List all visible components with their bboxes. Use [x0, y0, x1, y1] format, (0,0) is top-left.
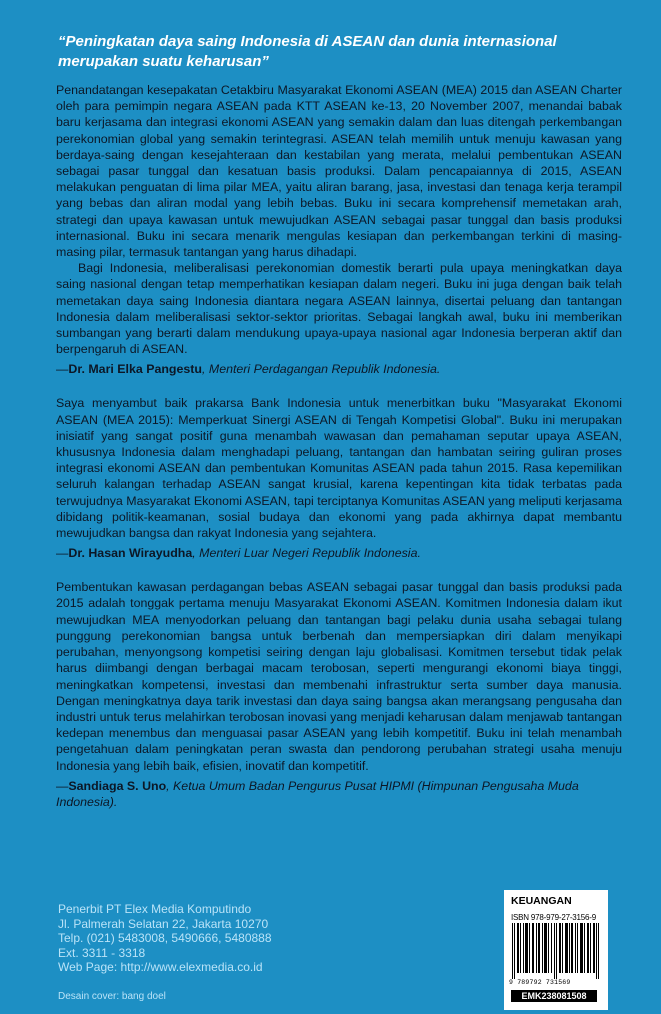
attribution-2 — [56, 545, 622, 561]
attribution-2-dash: — — [56, 546, 69, 561]
attribution-1-title: , Menteri Perdagangan Republik Indonesia. — [201, 362, 441, 377]
paragraph-4: Pembentukan kawasan perdagangan bebas ASEAN sebagai pasar tunggal dan basis produksi pada 2015 adalah tonggak pertama menuju Masyarakat Ekonomi ASEAN. Komitmen Indonesia dalam ikut mewujudkan MEA menyodorkan peluang dan tantangan bagi pelaku dunia usaha sebagai tulang punggung perekonomian bangsa untuk berbenah dan mempersiapkan diri dalam menyikapi perubahan, menyongsong kompetisi seiring dengan laju globalisasi. Komitmen tersebut tidak pelak harus diimbangi dengan berbagai macam terobosan, seperti mengurangi ekonomi biaya tinggi, meningkatkan kompetensi, investasi dan membenahi infrastruktur serta sumber daya manusia. Dengan meningkatnya daya tarik investasi dan daya saing bangsa akan merangsang pengusaha dan industri untuk terus melahirkan terobosan inovasi yang menjadi keharusan dalam menjawab tantangan kedepan menembus dan menguasai pasar ASEAN yang lebih kompetitif. Buku ini telah menambah pengetahuan dalam peningkatan peran swasta dan pendorong perubahan strategi usaha menuju Indonesia yang lebih baik, efisien, inovatif dan kompetitif. — [56, 580, 622, 773]
attribution-3-dash: — — [56, 778, 69, 793]
attribution-2-name: Dr. Hasan Wirayudha — [68, 546, 193, 561]
publisher-phone: Telp. (021) 5483008, 5490666, 5480888 — [58, 931, 272, 946]
attribution-3-name: Sandiaga S. Uno — [68, 778, 167, 793]
paragraph-3: Saya menyambut baik prakarsa Bank Indonesia untuk menerbitkan buku "Masyarakat Ekonomi ASEAN (MEA 2015): Memperkuat Sinergi ASEAN di Tengah Kompetisi Global". Buku ini merupakan inisiatif yang sangat positif guna menambah wawasan dan pemahaman seputar upaya ASEAN, khususnya Indonesia dalam menghadapi peluang, tantangan dan hambatan seiring guliran proses integrasi ekonomi ASEAN dan pembentukan Komunitas ASEAN pada tahun 2015. Rasa kepemilikan seluruh kalangan terhadap ASEAN sangat krusial, karena kepentingan kita tidak terbatas pada terwujudnya Masyarakat Ekonomi ASEAN, tapi terciptanya Komunitas ASEAN yang meliputi kerjasama dibidang politik-keamanan, sosial budaya dan ekonomi yang pada akhirnya dapat membantu mewujudkan bangsa dan rakyat Indonesia yang sejahtera. — [56, 396, 622, 541]
attribution-1 — [56, 361, 622, 377]
barcode-digits: 9 789792 731569 — [509, 979, 571, 986]
endorsements — [56, 82, 622, 810]
headline-line-2: merupakan suatu keharusan” — [58, 53, 269, 70]
category-label: KEUANGAN — [511, 895, 572, 907]
publisher-name: Penerbit PT Elex Media Komputindo — [58, 902, 252, 916]
attribution-3 — [56, 778, 622, 810]
publisher-web: Web Page: http://www.elexmedia.co.id — [58, 960, 263, 975]
headline-line-1: “Peningkatan daya saing Indonesia di ASEAN dan dunia internasional — [58, 33, 557, 50]
attribution-2-title: , Menteri Luar Negeri Republik Indonesia. — [192, 546, 421, 561]
isbn-box — [504, 890, 608, 1010]
attribution-3-title: , Ketua Umum Badan Pengurus Pusat HIPMI (Himpunan Pengusaha Muda Indonesia). — [56, 778, 579, 809]
headline-quote — [58, 32, 618, 72]
publisher-address: Jl. Palmerah Selatan 22, Jakarta 10270 — [58, 916, 269, 931]
cover-designer-credit: Desain cover: bang doel — [58, 991, 166, 1002]
publisher-info — [58, 902, 378, 975]
attribution-1-name: Dr. Mari Elka Pangestu — [68, 362, 202, 377]
attribution-1-dash: — — [56, 362, 69, 377]
product-code: EMK238081508 — [511, 990, 597, 1002]
barcode-icon — [511, 923, 601, 979]
isbn-number: ISBN 978-979-27-3156-9 — [511, 913, 596, 922]
paragraph-2: Bagi Indonesia, meliberalisasi perekonomian domestik berarti pula upaya meningkatkan daya saing nasional dengan tetap memperhatikan kesiapan dalam negeri. Buku ini juga dengan baik telah memetakan daya saing Indonesia diantara negara ASEAN lainnya, disertai peluang dan tantangan Indonesia dalam meliberalisasi sektor-sektor prioritas. Sebagai langkah awal, buku ini memberikan sumbangan yang berarti dalam mendukung upaya-upaya nasional agar Indonesia berperan aktif dan berpengaruh di ASEAN. — [56, 261, 622, 357]
paragraph-1: Penandatangan kesepakatan Cetakbiru Masyarakat Ekonomi ASEAN (MEA) 2015 dan ASEAN Charter oleh para pemimpin negara ASEAN pada KTT ASEAN ke-13, 20 November 2007, menandai babak baru kerjasama dan integrasi ekonomi ASEAN yang semakin dalam dan luas ditengah perkembangan perekonomian global yang semakin terintegrasi. ASEAN telah memilih untuk menuju kawasan yang berdaya-saing dengan kesejahteraan dan kestabilan yang merata, melalui pembentukan ASEAN sebagai pasar tunggal dan kesatuan basis produksi. Dalam pencapaiannya di 2015, ASEAN melakukan penguatan di lima pilar MEA, yaitu aliran barang, jasa, investasi dan tenaga kerja terampil yang bebas dan aliran modal yang lebih bebas. Buku ini secara komprehensif memetakan arah, strategi dan upaya kawasan untuk mewujudkan ASEAN sebagai pasar tunggal dan basis produksi internasional. Buku ini secara menarik mengulas kesiapan dan perkembangan terkini di masing-masing pilar, termasuk tantangan yang harus dihadapi. — [56, 83, 622, 260]
publisher-ext: Ext. 3311 - 3318 — [58, 945, 146, 960]
